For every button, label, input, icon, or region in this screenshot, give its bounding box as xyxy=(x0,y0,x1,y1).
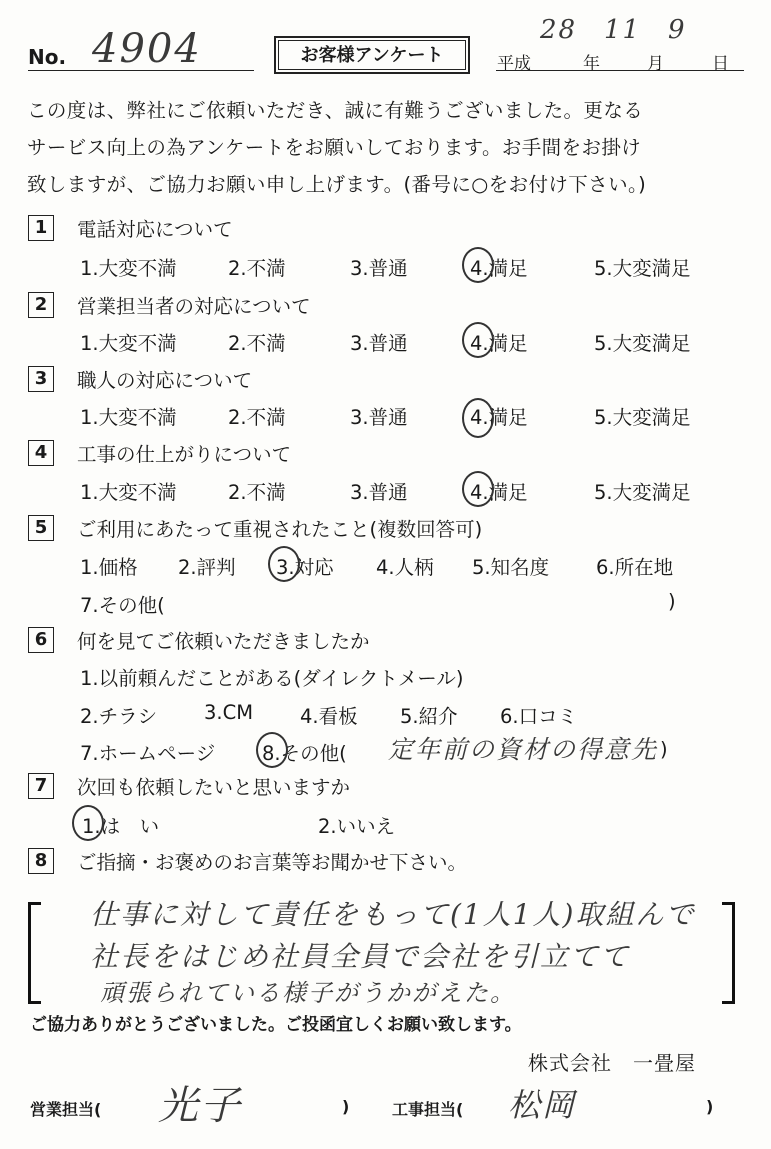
q5-option-3[interactable]: 3.対応 xyxy=(276,556,334,579)
sales-close: ) xyxy=(342,1097,350,1116)
question-4-text: 工事の仕上がりについて xyxy=(77,443,292,466)
q1-option-5[interactable]: 5.大変満足 xyxy=(594,257,691,280)
construction-close: ) xyxy=(706,1097,714,1116)
month-label: 月 xyxy=(647,54,664,74)
intro-line: この度は、弊社にご依頼いただき、誠に有難うございました。更なる xyxy=(27,99,644,122)
q4-option-4[interactable]: 4.満足 xyxy=(470,481,528,504)
q5-option-5[interactable]: 5.知名度 xyxy=(472,556,550,579)
question-8-text: ご指摘・お褒めのお言葉等お聞かせ下さい。 xyxy=(77,851,468,874)
q1-selected-circle xyxy=(462,247,494,283)
q3-option-5[interactable]: 5.大変満足 xyxy=(594,406,691,429)
survey-title: お客様アンケート xyxy=(278,40,466,70)
q1-option-2[interactable]: 2.不満 xyxy=(228,257,286,280)
q5-other-close: ) xyxy=(668,590,676,613)
q4-option-3[interactable]: 3.普通 xyxy=(350,481,408,504)
q6-other-answer: 定年前の資材の得意先 xyxy=(388,735,659,764)
q6-option-6[interactable]: 6.口コミ xyxy=(500,705,578,728)
q6-selected-circle xyxy=(256,732,288,768)
q7-option-2[interactable]: 2.いいえ xyxy=(318,815,396,838)
q6-option-1[interactable]: 1.以前頼んだことがある(ダイレクトメール) xyxy=(80,667,464,690)
question-3-text: 職人の対応について xyxy=(77,369,253,392)
comment-line: 仕事に対して責任をもって(1人1人)取組んで xyxy=(90,898,696,931)
question-4-number: 4 xyxy=(28,440,54,466)
question-5-number: 5 xyxy=(28,515,54,541)
question-7-number: 7 xyxy=(28,773,54,799)
q1-option-3[interactable]: 3.普通 xyxy=(350,257,408,280)
comment-bracket-right xyxy=(722,902,735,1004)
comment-bracket-left xyxy=(28,902,41,1004)
q5-option-2[interactable]: 2.評判 xyxy=(178,556,236,579)
q4-option-1[interactable]: 1.大変不満 xyxy=(80,481,177,504)
question-6-text: 何を見てご依頼いただきましたか xyxy=(77,630,370,653)
q7-selected-circle xyxy=(72,805,104,841)
q1-option-1[interactable]: 1.大変不満 xyxy=(80,257,177,280)
q2-option-5[interactable]: 5.大変満足 xyxy=(594,332,691,355)
q6-option-8[interactable]: 8.その他( xyxy=(262,742,347,765)
year-label: 年 xyxy=(583,54,600,74)
q3-option-4[interactable]: 4.満足 xyxy=(470,406,528,429)
q3-option-3[interactable]: 3.普通 xyxy=(350,406,408,429)
survey-title-box xyxy=(274,36,470,74)
question-3-number: 3 xyxy=(28,366,54,392)
day-label: 日 xyxy=(712,54,729,74)
intro-line: サービス向上の為アンケートをお願いしております。お手間をお掛け xyxy=(27,136,642,159)
comment-line: 社長をはじめ社員全員で会社を引立てて xyxy=(90,940,631,973)
q5-selected-circle xyxy=(268,546,300,582)
q5-option-other[interactable]: 7.その他( xyxy=(80,594,165,617)
q6-other-close: ) xyxy=(660,738,668,761)
question-6-number: 6 xyxy=(28,627,54,653)
construction-label: 工事担当( xyxy=(392,1100,464,1119)
q6-option-3[interactable]: 3.CM xyxy=(204,701,254,724)
question-7-text: 次回も依頼したいと思いますか xyxy=(77,776,351,799)
sales-name: 光子 xyxy=(158,1083,242,1129)
q5-option-6[interactable]: 6.所在地 xyxy=(596,556,674,579)
question-5-text: ご利用にあたって重視されたこと(複数回答可) xyxy=(77,518,483,541)
q2-option-4[interactable]: 4.満足 xyxy=(470,332,528,355)
q6-option-7[interactable]: 7.ホームページ xyxy=(80,742,216,765)
q2-option-2[interactable]: 2.不満 xyxy=(228,332,286,355)
q2-selected-circle xyxy=(462,322,494,358)
month-value: 11 xyxy=(604,15,642,45)
q5-option-1[interactable]: 1.価格 xyxy=(80,556,138,579)
q2-option-1[interactable]: 1.大変不満 xyxy=(80,332,177,355)
question-8-number: 8 xyxy=(28,848,54,874)
year-value: 28 xyxy=(540,15,578,45)
thanks-text: ご協力ありがとうございました。ご投函宜しくお願い致します。 xyxy=(30,1015,522,1035)
question-2-number: 2 xyxy=(28,292,54,318)
date-underline xyxy=(496,70,744,71)
day-value: 9 xyxy=(668,15,687,45)
q4-option-2[interactable]: 2.不満 xyxy=(228,481,286,504)
no-label: No. xyxy=(28,45,67,69)
q2-option-3[interactable]: 3.普通 xyxy=(350,332,408,355)
intro-line: 致しますが、ご協力お願い申し上げます。(番号に○をお付け下さい。) xyxy=(27,173,647,196)
survey-number: 4904 xyxy=(92,26,202,72)
q6-option-4[interactable]: 4.看板 xyxy=(300,705,358,728)
q3-option-1[interactable]: 1.大変不満 xyxy=(80,406,177,429)
intro-text xyxy=(27,92,747,203)
q5-option-4[interactable]: 4.人柄 xyxy=(376,556,434,579)
q4-selected-circle xyxy=(462,471,494,507)
q3-selected-circle xyxy=(462,398,494,438)
question-1-text: 電話対応について xyxy=(77,218,233,241)
q4-option-5[interactable]: 5.大変満足 xyxy=(594,481,691,504)
q1-option-4[interactable]: 4.満足 xyxy=(470,257,528,280)
q6-option-2[interactable]: 2.チラシ xyxy=(80,705,158,728)
sales-label: 営業担当( xyxy=(30,1100,102,1119)
q3-option-2[interactable]: 2.不満 xyxy=(228,406,286,429)
construction-name: 松岡 xyxy=(508,1086,577,1124)
q6-option-5[interactable]: 5.紹介 xyxy=(400,705,458,728)
era-label: 平成 xyxy=(497,54,531,74)
question-1-number: 1 xyxy=(28,215,54,241)
company-name: 株式会社 一畳屋 xyxy=(528,1051,696,1075)
q7-option-1[interactable]: 1.は い xyxy=(82,815,160,838)
comment-line: 頑張られている様子がうかがえた。 xyxy=(100,979,516,1007)
question-2-text: 営業担当者の対応について xyxy=(77,295,311,318)
